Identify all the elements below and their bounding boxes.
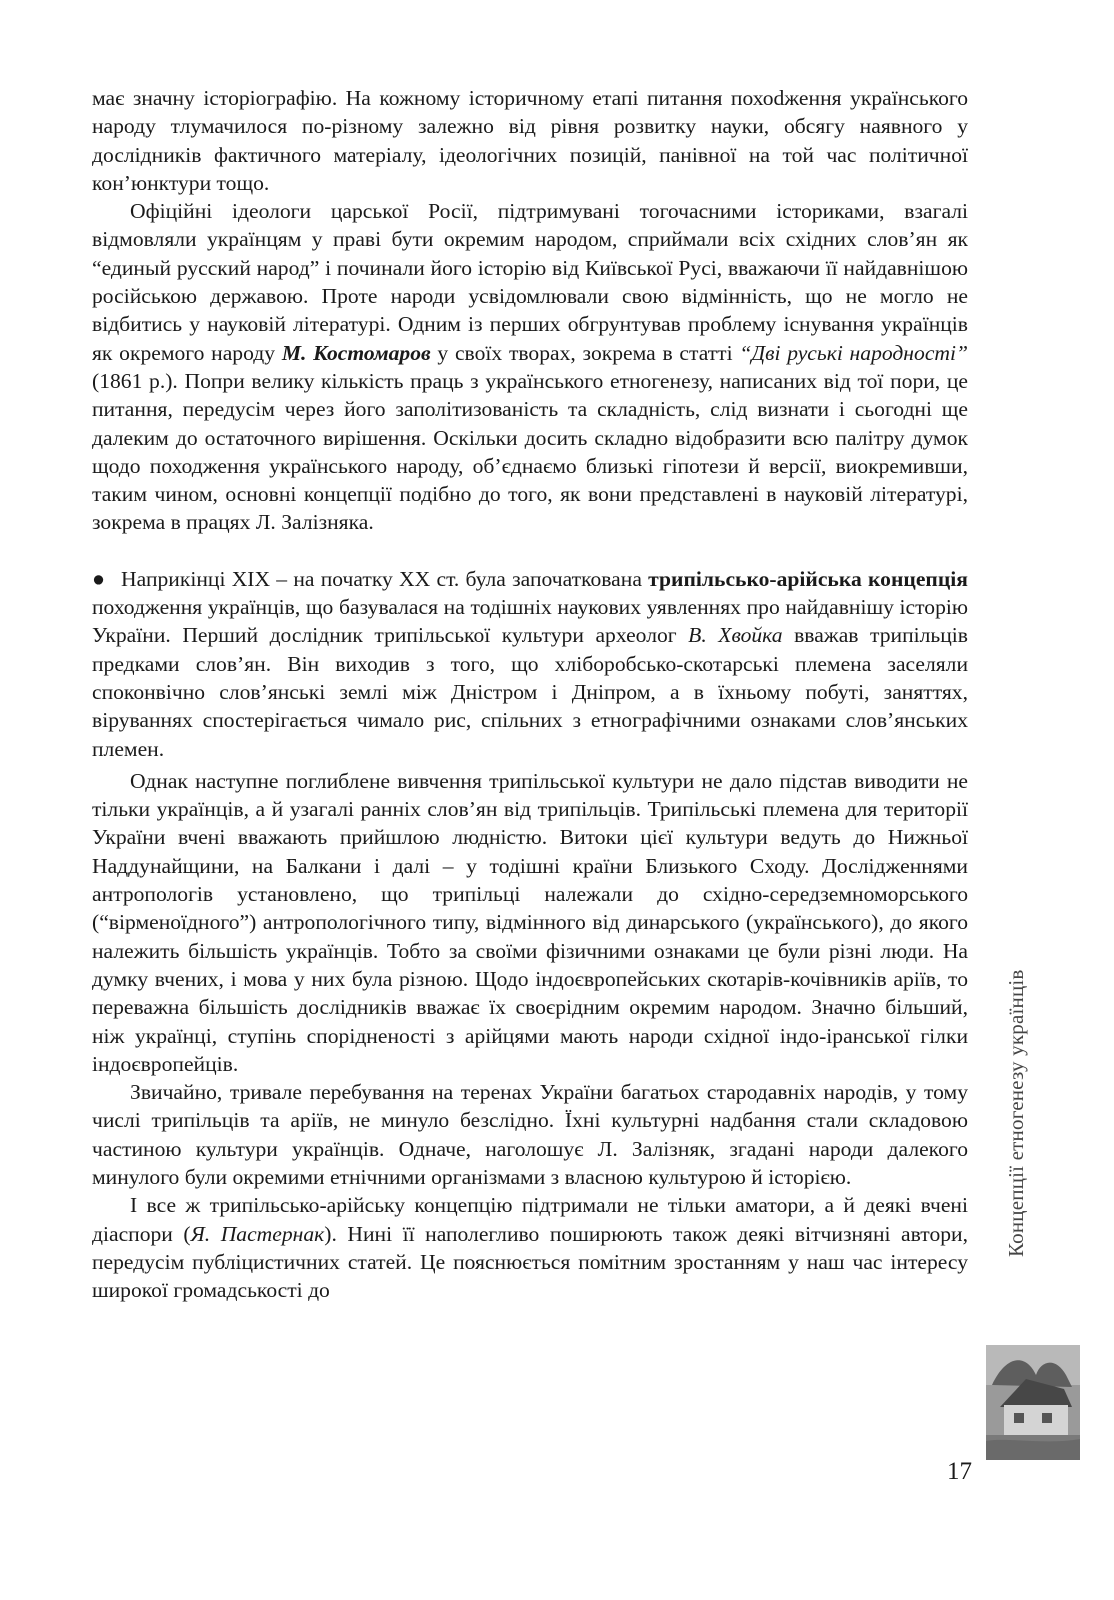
chapter-sidebar-title: Концепції етногенезу українців (1004, 969, 1028, 1257)
village-house-icon (986, 1345, 1080, 1460)
concept-term: трипільсько-арійська концепція (648, 566, 968, 591)
paragraph-1-text: має значну історіографію. На кожному історичному етапі питання похоdження українського народу тлумачилося по-різному залежно від рівня розвитку науки, обсягу наявного у дослідників фактичного матеріалу, ідеологічних позицій, панівної на той час політичної кон’юнктури тощо. (92, 86, 968, 195)
paragraph-1 (92, 84, 968, 197)
paragraph-6 (92, 1191, 968, 1304)
paragraph-2-text-b: у своїх творах, зокрема в статті (430, 340, 740, 365)
author-khvoika: В. Хвойка (688, 623, 783, 648)
paragraph-2-text-a: Офіційні ідеологи царської Росії, підтримувані тогочасними істориками, взагалі відмовляли українцям у праві бути окремим народом, сприймали всіх східних слов’ян як “единый русский народ” і починали його історію від Київської Русі, вважаючи її найдавнішою російською державою. Проте народи усвідомлювали свою відмінність, що не могло не відбитись у науковій літературі. Одним із перших обгрунтував проблему існування українців як окремого народу (92, 199, 968, 365)
paragraph-6-text-b: ). Нині її наполегливо поширюють також деякі вітчизняні автори, передусім публіцистичних статей. Це пояснюється помітним зростанням у наш час інтересу широкої громадськості до (92, 1221, 968, 1303)
author-pasternak: Я. Пастернак (190, 1221, 325, 1246)
paragraph-6-text-a: І все ж трипільсько-арійську концепцію підтримали не тільки аматори, а й деякі вчені діаспори ( (92, 1193, 968, 1246)
paragraph-3-text-a: Наприкінці XIX – на початку XX ст. була започаткована (121, 566, 649, 591)
main-text (92, 84, 968, 1304)
paragraph-5-text: Звичайно, тривале перебування на теренах України багатьох стародавніх народів, у тому числі трипільців та аріїв, не минуло безслідно. Їхні культурні надбання стали складовою частиною культури українців. Одначе, наголошує Л. Залізняк, згадані народи далекого минулого були окремими етнічними організмами з власною культурою й історією. (92, 1080, 968, 1189)
author-kostomarov: М. Костомаров (281, 340, 431, 365)
paragraph-4-text: Однак наступне поглиблене вивчення трипільської культури не дало підстав виводити не тільки українців, а й узагалі ранніх слов’ян від трипільців. Трипільські племена для території України вчені вважають прийшлою людністю. Витоки цієї культури ведуть до Нижньої Наддунайщини, на Балкани і далі – у тодішні країни Близького Сходу. Дослідженнями антропологів установлено, що трипільці належали до східно-середземноморського (“вірменоїдного”) антропологічного типу, відмінного від динарського (українського), до якого належить більшість українців. Тобто за своїми фізичними ознаками це були різні люди. На думку вчених, і мова у них була різною. Щодо індоєвропейських скотарів-кочівників аріїв, то переважна більшість дослідників вважає їх своєрідним окремим народом. Значно більший, ніж українці, ступінь спорідненості з арійцями мають народи східної індо-іранської гілки індоєвропейців. (92, 768, 968, 1076)
bullet-icon: ● (92, 566, 106, 591)
article-title: “Дві руські народності” (739, 340, 969, 365)
paragraph-5 (92, 1078, 968, 1191)
paragraph-4 (92, 767, 968, 1078)
paragraph-3-text-c: вважав трипільців предками слов’ян. Він виходив з того, що хліборобсько-скотарські племена заселяли споконвічно слов’янські землі між Дністром і Дніпром, а в їхньому побуті, заняттях, віруваннях спостерігається чимало рис, спільних з етнографічними ознаками слов’янських племен. (92, 623, 969, 761)
paragraph-2-text-c: (1861 р.). Попри велику кількість праць з українського етногенезу, написаних від тої пори, це питання, передусім через його заполітизованість та складність, слід визнати і сьогодні ще далеким до остаточного вирішення. Оскільки досить складно відобразити всю палітру думок щодо походження українського народу, об’єднаємо близькі гіпотези й версії, виокремивши, таким чином, основні концепції подібно до того, як вони представлені в науковій літературі, зокрема в працях Л. Залізняка. (92, 368, 968, 535)
page-number: 17 (947, 1458, 972, 1485)
paragraph-2 (92, 197, 968, 537)
paragraph-3-text-b: походження українців, що базувалася на тодішніх наукових уявленнях про найдавнішу історію України. Перший дослідник трипільської культури археолог (92, 595, 968, 648)
paragraph-3 (92, 565, 968, 763)
